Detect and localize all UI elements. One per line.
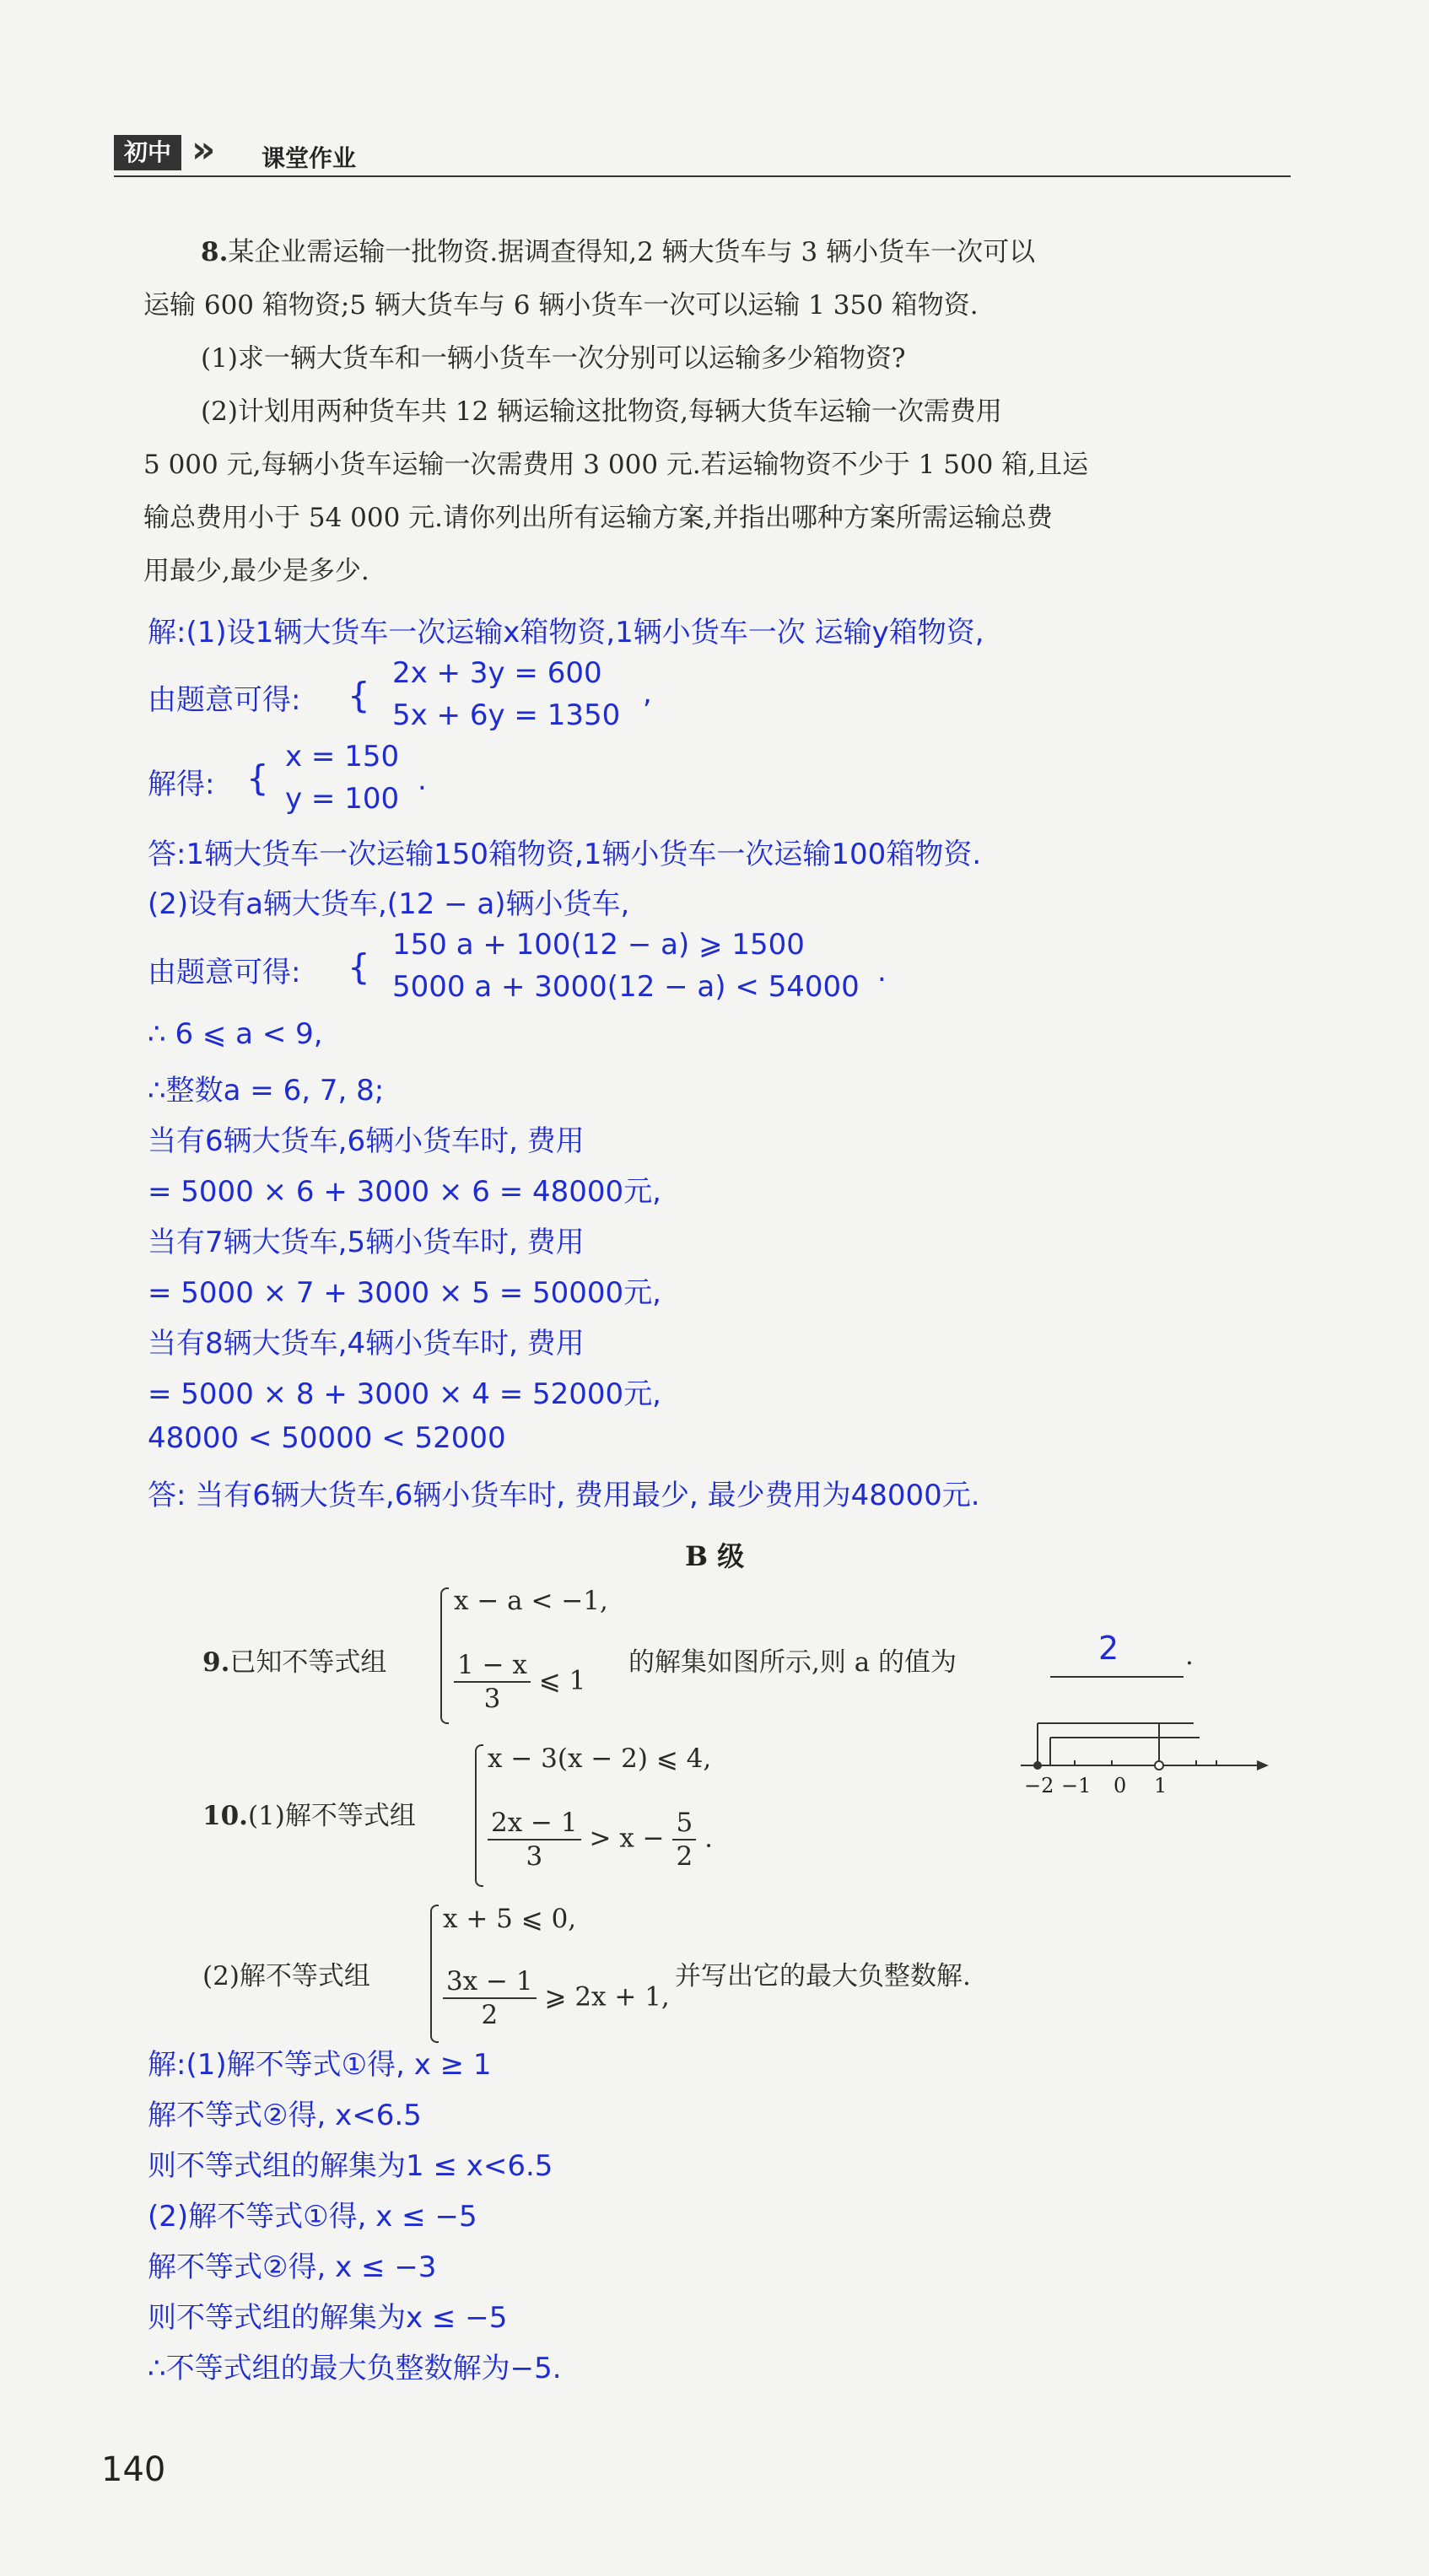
numerator: 3x − 1	[443, 1965, 537, 1999]
question-part-2-line2: 5 000 元,每辆小货车运输一次需费用 3 000 元.若运输物资不少于 1 500 箱,且运	[143, 450, 1089, 480]
inequality: x − a < −1,	[454, 1586, 608, 1616]
question-10	[202, 1794, 416, 1832]
solution-line: 则不等式组的解集为x ≤ −5	[148, 2301, 508, 2335]
question-part-2-line4: 用最少,最少是多少.	[143, 556, 369, 586]
question-prefix: 已知不等式组	[229, 1647, 387, 1678]
axis-label: 0	[1114, 1774, 1127, 1797]
question-prefix: (2)解不等式组	[202, 1961, 370, 1991]
punctuation: .	[877, 955, 887, 989]
answer-blank	[1050, 1674, 1184, 1678]
brace	[440, 1587, 449, 1724]
solution-line: ∴整数a = 6, 7, 8;	[148, 1074, 385, 1107]
solution-line: (2)解不等式①得, x ≤ −5	[148, 2200, 477, 2234]
axis-arrow	[1257, 1760, 1269, 1770]
open-dot	[1155, 1761, 1163, 1770]
question-9	[202, 1641, 386, 1679]
brace	[475, 1744, 483, 1887]
inequality: 150 a + 100(12 − a) ⩾ 1500	[392, 928, 805, 962]
brace	[430, 1905, 439, 2043]
equation: 2x + 3y = 600	[392, 656, 602, 690]
inequality: x + 5 ⩽ 0,	[443, 1904, 577, 1934]
punctuation: ,	[643, 676, 652, 710]
denominator: 3	[526, 1841, 543, 1872]
question-stem-line2: 运输 600 箱物资;5 辆大货车与 6 辆小货车一次可以运输 1 350 箱物资.	[143, 290, 979, 321]
closed-dot	[1033, 1761, 1042, 1770]
question-part-1: (1)求一辆大货车和一辆小货车一次分别可以运输多少箱物资?	[201, 343, 906, 374]
axis-label: −2	[1024, 1774, 1054, 1797]
solution-line: 当有6辆大货车,6辆小货车时, 费用	[148, 1124, 585, 1158]
denominator: 2	[676, 1841, 693, 1872]
equation-system	[392, 652, 620, 736]
answer-value: 2	[1098, 1630, 1119, 1667]
numerator: 5	[672, 1807, 696, 1840]
solution-line: (2)设有a辆大货车,(12 − a)辆小货车,	[148, 887, 630, 921]
solution-line: 则不等式组的解集为1 ≤ x<6.5	[148, 2149, 553, 2183]
solution-label: 由题意可得:	[148, 956, 301, 989]
question-number: 8.	[201, 237, 229, 267]
question-part-2-line3: 输总费用小于 54 000 元.请你列出所有运输方案,并指出哪种方案所需运输总费	[143, 503, 1053, 533]
axis-label: −1	[1061, 1774, 1092, 1797]
solution-line: 解:(1)解不等式①得, x ≥ 1	[148, 2048, 492, 2082]
punctuation: .	[1185, 1641, 1194, 1671]
inequality: x − 3(x − 2) ⩽ 4,	[488, 1743, 712, 1774]
header-title: 课堂作业	[262, 144, 357, 172]
axis-label: 1	[1154, 1774, 1167, 1797]
denominator: 2	[481, 2000, 499, 2030]
question-number: 10.	[202, 1801, 248, 1831]
inequality: 5000 a + 3000(12 − a) < 54000	[392, 970, 860, 1004]
question-8	[143, 226, 1291, 598]
solution-line: 48000 < 50000 < 52000	[148, 1421, 506, 1455]
question-suffix: 的解集如图所示,则 a 的值为	[628, 1647, 957, 1678]
solution-line: 答:1辆大货车一次运输150箱物资,1辆小货车一次运输100箱物资.	[148, 838, 982, 871]
section-title: B 级	[685, 1540, 745, 1572]
numerator: 2x − 1	[488, 1807, 581, 1840]
equation: y = 100	[285, 782, 400, 816]
solution-line: 答: 当有6辆大货车,6辆小货车时, 费用最少, 最少费用为48000元.	[148, 1479, 980, 1512]
denominator: 3	[483, 1684, 501, 1714]
solution-line: = 5000 × 8 + 3000 × 4 = 52000元,	[148, 1377, 661, 1411]
solution-label: 由题意可得:	[148, 683, 301, 717]
inequality-fraction	[488, 1807, 713, 1873]
number-line-figure	[1004, 1708, 1274, 1801]
solution-line: ∴不等式组的最大负整数解为−5.	[148, 2352, 562, 2385]
question-suffix: 并写出它的最大负整数解.	[675, 1961, 971, 1991]
equation: x = 150	[285, 740, 400, 773]
solution-line: = 5000 × 6 + 3000 × 6 = 48000元,	[148, 1175, 661, 1209]
solution-line: 解:(1)设1辆大货车一次运输x箱物资,1辆小货车一次 运输y箱物资,	[148, 616, 984, 649]
punctuation: .	[418, 763, 427, 797]
page-number: 140	[101, 2450, 166, 2489]
punctuation: .	[704, 1823, 713, 1854]
chevron-icon: »	[191, 128, 204, 171]
solution-line: 解不等式②得, x<6.5	[148, 2099, 422, 2132]
question-stem: 某企业需运输一批物资.据调查得知,2 辆大货车与 3 辆小货车一次可以	[228, 237, 1036, 267]
equation-system	[285, 736, 399, 820]
solution-line: 解不等式②得, x ≤ −3	[148, 2250, 437, 2284]
inequality-tail: ⩾ 2x + 1,	[544, 1981, 670, 2013]
equation: 5x + 6y = 1350	[392, 698, 621, 732]
solution-line: 当有8辆大货车,4辆小货车时, 费用	[148, 1327, 585, 1361]
grade-label: 初中	[114, 135, 181, 170]
numerator: 1 − x	[454, 1649, 531, 1683]
inequality-middle: > x −	[589, 1823, 665, 1854]
question-prefix: (1)解不等式组	[247, 1801, 416, 1831]
solution-line: = 5000 × 7 + 3000 × 5 = 50000元,	[148, 1276, 661, 1310]
page-header	[114, 128, 1291, 177]
inequality-fraction	[443, 1965, 670, 2031]
solution-line: 当有7辆大货车,5辆小货车时, 费用	[148, 1226, 585, 1259]
brace: {	[348, 675, 370, 716]
question-number: 9.	[202, 1647, 230, 1678]
inequality-system	[392, 924, 860, 1008]
inequality-tail: ⩽ 1	[538, 1665, 586, 1696]
brace: {	[348, 946, 370, 988]
inequality-fraction	[454, 1649, 585, 1715]
solution-line: ∴ 6 ⩽ a < 9,	[148, 1017, 323, 1051]
question-part-2: (2)计划用两种货车共 12 辆运输这批物资,每辆大货车运输一次需费用	[201, 396, 1002, 427]
brace: {	[246, 757, 269, 799]
solution-label: 解得:	[148, 768, 215, 801]
